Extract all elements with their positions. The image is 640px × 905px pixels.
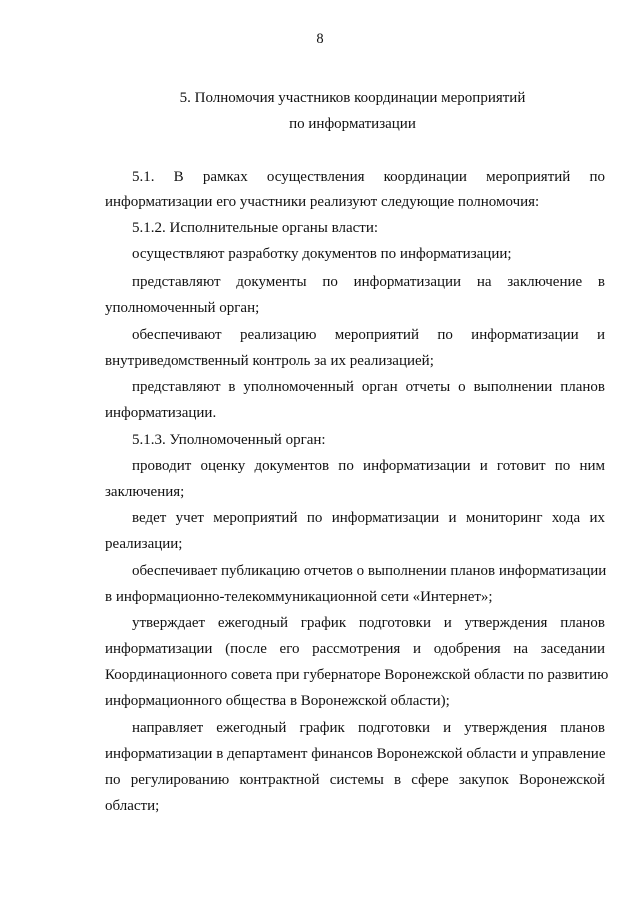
section-title-line-2: по информатизации [289, 116, 416, 132]
item-submit-documents-line-1: представляют документы по информатизации на заключение в [132, 274, 605, 290]
item-approve-schedule-line-2: информатизации (после его рассмотрения и одобрения на заседании [105, 641, 605, 657]
item-publish-reports-line-1: обеспечивает публикацию отчетов о выполнении планов информатизации [132, 563, 607, 579]
subsection-5-1-3-heading: 5.1.3. Уполномоченный орган: [132, 432, 326, 448]
item-assess-documents-line-2: заключения; [105, 484, 185, 500]
paragraph-5-1-line-2: информатизации его участники реализуют следующие полномочия: [105, 194, 540, 210]
item-submit-reports-line-2: информатизации. [105, 405, 217, 421]
item-assess-documents-line-1: проводит оценку документов по информатизации и готовит по ним [132, 458, 605, 474]
item-approve-schedule-line-4: информационного общества в Воронежской области); [105, 693, 450, 709]
item-send-schedule-line-4: области; [105, 798, 160, 814]
item-send-schedule-line-3: по регулированию контрактной системы в сфере закупок Воронежской [105, 772, 605, 788]
page-number: 8 [316, 31, 324, 47]
subsection-5-1-2-heading: 5.1.2. Исполнительные органы власти: [132, 220, 379, 236]
item-develop-documents: осуществляют разработку документов по информатизации; [132, 246, 512, 262]
item-submit-documents-line-2: уполномоченный орган; [105, 300, 260, 316]
item-ensure-implementation-line-2: внутриведомственный контроль за их реализацией; [105, 353, 434, 369]
paragraph-5-1-line-1: 5.1. В рамках осуществления координации мероприятий по [132, 169, 605, 185]
item-send-schedule-line-2: информатизации в департамент финансов Воронежской области и управление [105, 746, 606, 762]
item-submit-reports-line-1: представляют в уполномоченный орган отчеты о выполнении планов [132, 379, 605, 395]
item-ensure-implementation-line-1: обеспечивают реализацию мероприятий по информатизации и [132, 327, 605, 343]
item-send-schedule-line-1: направляет ежегодный график подготовки и утверждения планов [132, 720, 605, 736]
item-track-activities-line-2: реализации; [105, 536, 183, 552]
item-approve-schedule-line-1: утверждает ежегодный график подготовки и утверждения планов [132, 615, 605, 631]
item-approve-schedule-line-3: Координационного совета при губернаторе Воронежской области по развитию [105, 667, 609, 683]
item-track-activities-line-1: ведет учет мероприятий по информатизации и мониторинг хода их [132, 510, 605, 526]
section-title-line-1: 5. Полномочия участников координации мероприятий [179, 90, 526, 106]
item-publish-reports-line-2: в информационно-телекоммуникационной сети «Интернет»; [105, 589, 493, 605]
